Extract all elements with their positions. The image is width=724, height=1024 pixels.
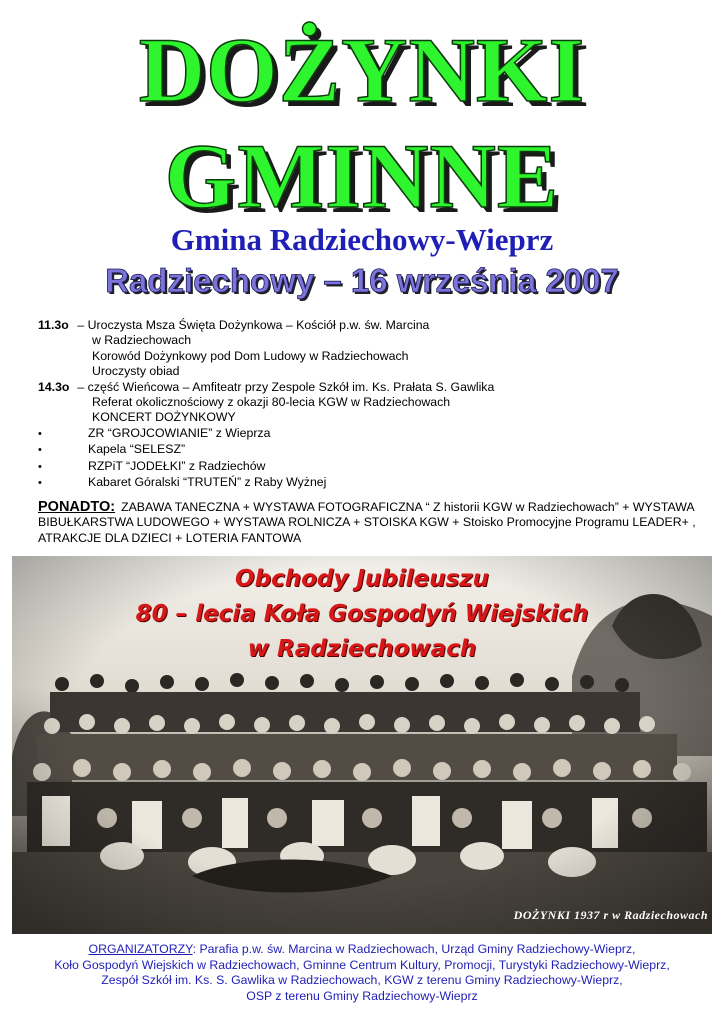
performer-name: Kapela “SELESZ”	[88, 442, 186, 457]
organizers-line: Koło Gospodyń Wiejskich w Radziechowach, Gminne Centrum Kultury, Promocji, Turystyki Radziechowy-Wieprz,	[54, 957, 670, 972]
performer-list-item	[38, 426, 698, 442]
bullet-icon: •	[38, 477, 42, 490]
bullet-icon: •	[38, 460, 42, 473]
bullet-icon: •	[38, 444, 42, 457]
program-line: KONCERT DOŻYNKOWY	[92, 410, 236, 425]
program-line: Uroczysty obiad	[92, 364, 180, 379]
municipality-subtitle: Gmina Radziechowy-Wieprz	[170, 222, 554, 257]
program-time: 14.3o	[38, 379, 70, 394]
program-time: 11.3o	[38, 318, 69, 332]
performer-list-item	[38, 459, 698, 475]
poster-title-line1: DOŻYNKI	[138, 19, 586, 121]
poster-title-line2: GMINNE	[164, 125, 560, 227]
organizers-line: Zespół Szkół im. Ks. S. Gawlika w Radziechowach, KGW z terenu Gminy Radziechowy-Wieprz,	[101, 973, 623, 988]
bullet-icon: •	[38, 427, 42, 440]
additional-attractions-label: PONADTO:	[38, 499, 116, 515]
organizers-text: : Parafia p.w. św. Marcina w Radziechowach, Urząd Gminy Radziechowy-Wieprz,	[192, 942, 636, 956]
additional-attractions-text: ZABAWA TANECZNA + WYSTAWA FOTOGRAFICZNA “ Z historii KGW w Radziechowach” + WYSTAWA BIBUŁKARSTWA LUDOWEGO + WYSTAWA ROLNICZA + STOISKA KGW + Stoisko Promocyjne Programu LEADER+ , ATRAKCJE DLA DZIECI + LOTERIA FANTOWA	[38, 500, 696, 545]
organizers-footer	[10, 942, 714, 1004]
event-date-line: Radziechowy – 16 września 2007	[105, 262, 619, 299]
additional-attractions	[38, 500, 698, 546]
jubilee-heading-line3: w Radziechowach	[247, 636, 477, 662]
program-line: Referat okolicznościowy z okazji 80-lecia KGW w Radziechowach	[92, 395, 451, 410]
jubilee-heading-line2: 80 – lecia Koła Gospodyń Wiejskich	[135, 601, 589, 627]
organizers-line	[10, 942, 714, 958]
program-row	[38, 318, 698, 333]
program-line: – Uroczysta Msza Święta Dożynkowa – Kościół p.w. św. Marcina	[77, 318, 430, 332]
photo-caption: DOŻYNKI 1937 r w Radziechowach	[513, 908, 708, 922]
performer-name: RZPiT “JODEŁKI” z Radziechów	[88, 458, 266, 473]
organizers-line: OSP z terenu Gminy Radziechowy-Wieprz	[246, 988, 478, 1003]
performer-name: Kabaret Góralski “TRUTEŃ” z Raby Wyżnej	[88, 475, 327, 490]
event-program	[38, 318, 698, 491]
program-row	[38, 380, 698, 395]
program-line: – część Wieńcowa – Amfiteatr przy Zespole Szkół im. Ks. Prałata S. Gawlika	[77, 379, 495, 394]
jubilee-heading-line1: Obchody Jubileuszu	[235, 566, 489, 592]
performer-name: ZR “GROJCOWIANIE” z Wieprza	[88, 425, 271, 440]
program-line: Korowód Dożynkowy pod Dom Ludowy w Radziechowach	[92, 348, 409, 363]
performer-list-item	[38, 442, 698, 458]
organizers-label: ORGANIZATORZY	[88, 942, 193, 956]
performer-list-item	[38, 475, 698, 491]
program-line: w Radziechowach	[92, 333, 192, 348]
